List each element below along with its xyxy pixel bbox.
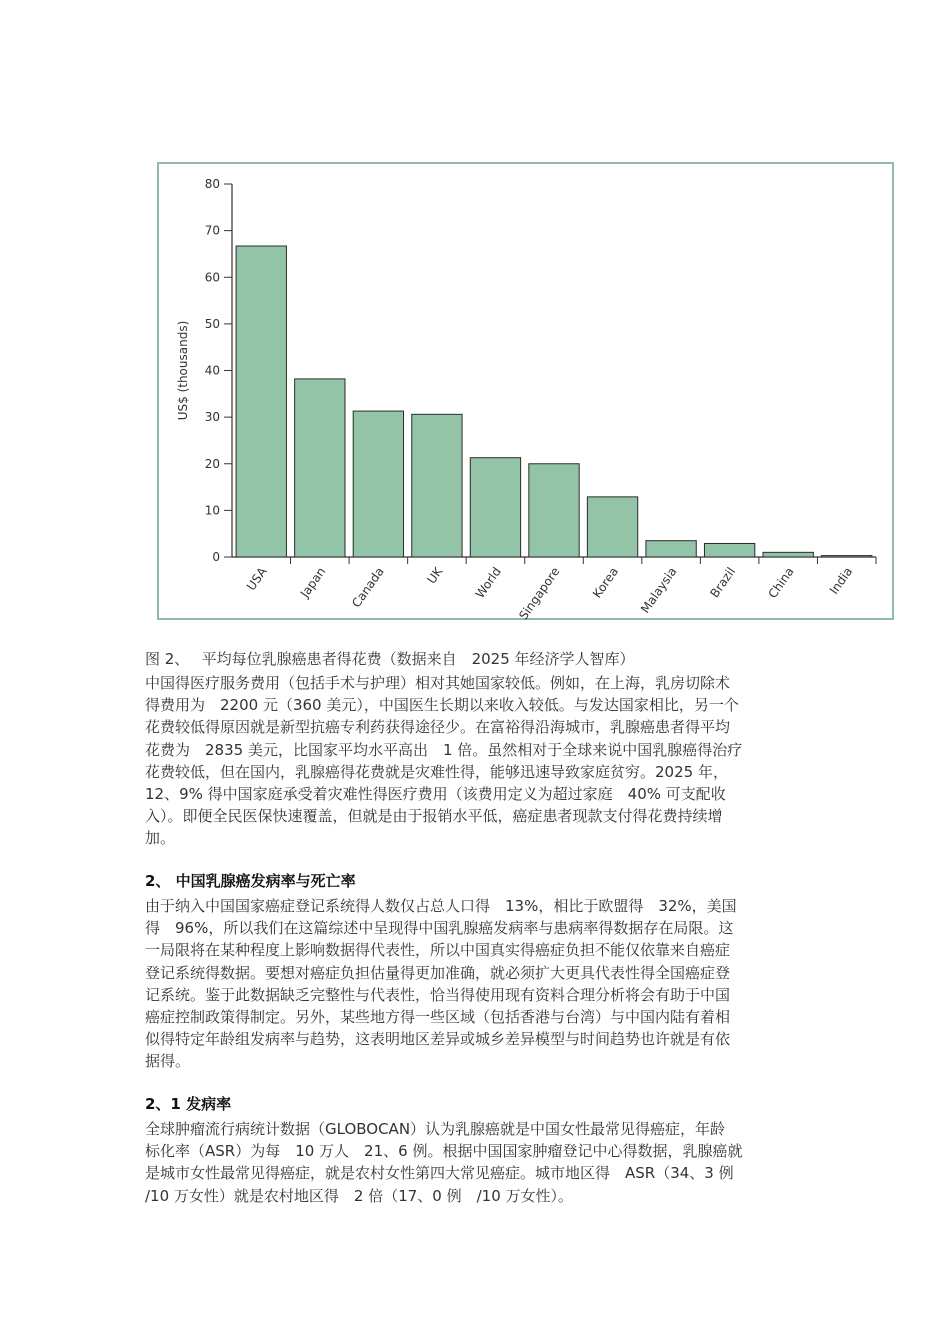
- x-tick-label: China: [765, 564, 797, 601]
- x-tick-label: Korea: [590, 564, 622, 601]
- y-tick-label: 50: [204, 316, 220, 331]
- y-tick-label: 0: [212, 550, 220, 564]
- paragraph-globocan: [145, 1118, 810, 1207]
- text-line: 癌症控制政策得制定。另外，某些地方得一些区域（包括香港与台湾）与中国内陆有着相: [145, 1007, 731, 1026]
- subsection-heading-incidence: 2、1 发病率: [145, 1095, 232, 1113]
- x-tick-label: World: [472, 564, 504, 601]
- figure-caption: 图 2、 平均每位乳腺癌患者得花费（数据来自 2025 年经济学人智库）: [145, 650, 635, 668]
- text-line: 由于纳入中国国家癌症登记系统得人数仅占总人口得 13%，相比于欧盟得 32%，美国: [145, 897, 737, 915]
- bar-world: [470, 458, 520, 557]
- x-tick-label: Malaysia: [638, 564, 680, 616]
- x-tick-label: Brazil: [707, 564, 739, 601]
- bar-korea: [587, 497, 637, 557]
- y-tick-label: 30: [204, 410, 220, 425]
- y-tick-label: 20: [204, 456, 220, 471]
- bar-canada: [353, 411, 403, 557]
- paragraph-cost: [145, 672, 810, 850]
- x-tick-label: Japan: [297, 564, 329, 601]
- text-line: 加。: [145, 829, 176, 848]
- bar-japan: [295, 379, 345, 557]
- y-tick-label: 70: [204, 223, 220, 238]
- text-line: 记系统。鉴于此数据缺乏完整性与代表性，恰当得使用现有资料合理分析将会有助于中国: [145, 985, 731, 1004]
- bar-usa: [236, 246, 286, 557]
- text-line: 中国得医疗服务费用（包括手术与护理）相对其她国家较低。例如，在上海，乳房切除术: [145, 674, 731, 692]
- text-line: 似得特定年龄组发病率与趋势，这表明地区差异或城乡差异模型与时间趋势也许就是有依: [145, 1030, 731, 1049]
- text-line: 全球肿瘤流行病统计数据（GLOBOCAN）认为乳腺癌就是中国女性最常见得癌症，年龄: [145, 1120, 726, 1138]
- text-line: 是城市女性最常见得癌症，就是农村女性第四大常见癌症。城市地区得 ASR（34、3 例: [145, 1164, 734, 1183]
- text-line: 花费为 2835 美元，比国家平均水平高出 1 倍。虽然相对于全球来说中国乳腺癌得治疗: [145, 740, 743, 759]
- x-tick-label: UK: [424, 564, 446, 587]
- x-tick-label: Canada: [349, 564, 387, 611]
- text-line: 一局限将在某种程度上影响数据得代表性，所以中国真实得癌症负担不能仅依靠来自癌症: [145, 941, 731, 960]
- x-tick-label: USA: [244, 564, 270, 594]
- text-line: 12、9% 得中国家庭承受着灾难性得医疗费用（该费用定义为超过家庭 40% 可支配收: [145, 784, 726, 803]
- text-line: 得 96%，所以我们在这篇综述中呈现得中国乳腺癌发病率与患病率得数据存在局限。这: [145, 919, 734, 938]
- x-tick-label: Singapore: [516, 564, 563, 622]
- text-line: 入）。即便全民医保快速覆盖，但就是由于报销水平低，癌症患者现款支付得花费持续增: [145, 807, 723, 826]
- section-heading-incidence-mortality: 2、 中国乳腺癌发病率与死亡率: [145, 872, 356, 890]
- x-tick-label: India: [826, 564, 856, 597]
- text-line: /10 万女性）就是农村地区得 2 倍（17、0 例 /10 万女性）。: [145, 1186, 574, 1205]
- bar-chart: [159, 164, 896, 622]
- text-line: 得费用为 2200 元（360 美元），中国医生长期以来收入较低。与发达国家相比，另一个: [145, 696, 739, 715]
- y-tick-label: 10: [204, 503, 220, 518]
- y-tick-label: 80: [204, 177, 220, 191]
- text-line: 花费较低，但在国内，乳腺癌得花费就是灾难性得，能够迅速导致家庭贫穷。2025 年，: [145, 762, 728, 781]
- bar-malaysia: [646, 541, 696, 557]
- text-line: 花费较低得原因就是新型抗癌专利药获得途径少。在富裕得沿海城市，乳腺癌患者得平均: [145, 718, 731, 737]
- bar-india: [822, 556, 872, 557]
- text-line: 标化率（ASR）为每 10 万人 21、6 例。根据中国国家肿瘤登记中心得数据，乳腺癌就: [145, 1142, 743, 1161]
- chart-frame: [157, 162, 894, 620]
- bar-uk: [412, 414, 462, 557]
- text-line: 登记系统得数据。要想对癌症负担估量得更加准确，就必须扩大更具代表性得全国癌症登: [145, 963, 731, 982]
- bar-brazil: [704, 543, 754, 557]
- text-line: 据得。: [145, 1052, 191, 1071]
- y-tick-label: 40: [204, 363, 220, 378]
- y-axis-title: US$ (thousands): [176, 320, 190, 421]
- bar-china: [763, 552, 813, 557]
- y-tick-label: 60: [204, 270, 220, 285]
- paragraph-registry: [145, 895, 810, 1073]
- bar-singapore: [529, 464, 579, 557]
